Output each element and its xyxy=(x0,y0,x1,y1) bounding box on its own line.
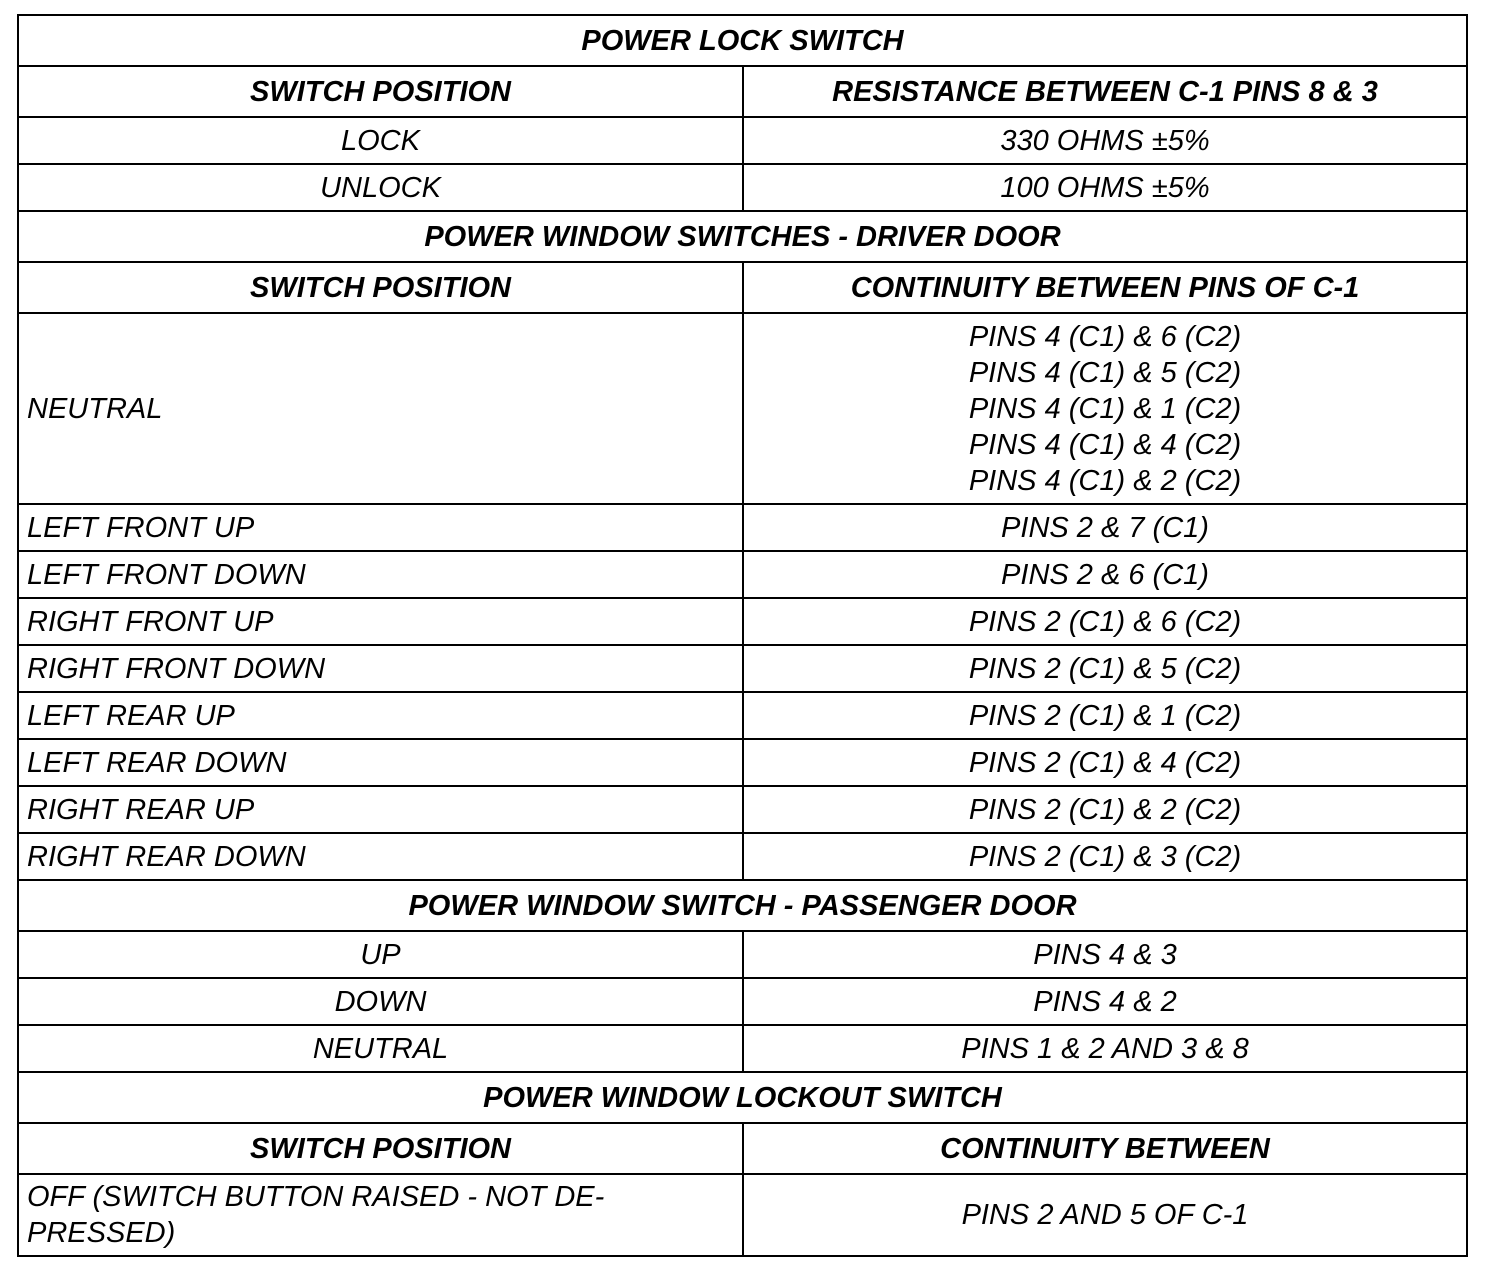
table-row xyxy=(18,978,1467,1025)
switch-position-cell: OFF (SWITCH BUTTON RAISED - NOT DE-PRESSED) xyxy=(18,1174,743,1256)
value-cell: PINS 2 (C1) & 4 (C2) xyxy=(743,739,1467,786)
section-title: POWER WINDOW SWITCHES - DRIVER DOOR xyxy=(18,211,1467,262)
value-cell: PINS 2 & 7 (C1) xyxy=(743,504,1467,551)
switch-position-cell: LOCK xyxy=(18,117,743,164)
column-header: CONTINUITY BETWEEN PINS OF C-1 xyxy=(743,262,1467,313)
column-header: SWITCH POSITION xyxy=(18,66,743,117)
switch-position-cell: LEFT FRONT UP xyxy=(18,504,743,551)
table-row xyxy=(18,739,1467,786)
section-title-row xyxy=(18,1072,1467,1123)
table-row xyxy=(18,692,1467,739)
table-row xyxy=(18,931,1467,978)
value-cell: PINS 1 & 2 AND 3 & 8 xyxy=(743,1025,1467,1072)
switch-position-cell: RIGHT FRONT UP xyxy=(18,598,743,645)
pin-pair: PINS 4 (C1) & 4 (C2) xyxy=(968,428,1242,461)
switch-position-cell: NEUTRAL xyxy=(18,1025,743,1072)
switch-position-cell: UNLOCK xyxy=(18,164,743,211)
switch-position-cell: NEUTRAL xyxy=(18,313,743,504)
value-cell: PINS 2 (C1) & 2 (C2) xyxy=(743,786,1467,833)
value-cell: PINS 2 (C1) & 3 (C2) xyxy=(743,833,1467,880)
switch-test-table xyxy=(17,14,1468,1257)
switch-position-cell: LEFT REAR UP xyxy=(18,692,743,739)
header-row xyxy=(18,262,1467,313)
value-cell: 330 OHMS ±5% xyxy=(743,117,1467,164)
switch-position-cell: LEFT FRONT DOWN xyxy=(18,551,743,598)
pin-pair: PINS 4 (C1) & 2 (C2) xyxy=(968,464,1242,497)
value-cell xyxy=(743,313,1467,504)
value-cell: PINS 2 & 6 (C1) xyxy=(743,551,1467,598)
table-row xyxy=(18,598,1467,645)
pin-pair: PINS 4 (C1) & 6 (C2) xyxy=(968,320,1242,353)
table-row xyxy=(18,504,1467,551)
header-row xyxy=(18,66,1467,117)
switch-position-cell: RIGHT REAR UP xyxy=(18,786,743,833)
value-cell: PINS 2 (C1) & 6 (C2) xyxy=(743,598,1467,645)
table-row xyxy=(18,313,1467,504)
switch-position-cell: UP xyxy=(18,931,743,978)
section-title: POWER LOCK SWITCH xyxy=(18,15,1467,66)
table-row xyxy=(18,164,1467,211)
value-cell: 100 OHMS ±5% xyxy=(743,164,1467,211)
table-row xyxy=(18,117,1467,164)
section-title-row xyxy=(18,880,1467,931)
table-row xyxy=(18,786,1467,833)
value-cell: PINS 4 & 3 xyxy=(743,931,1467,978)
switch-position-cell: RIGHT FRONT DOWN xyxy=(18,645,743,692)
switch-position-cell: LEFT REAR DOWN xyxy=(18,739,743,786)
value-cell: PINS 2 AND 5 OF C-1 xyxy=(743,1174,1467,1256)
switch-position-cell: DOWN xyxy=(18,978,743,1025)
table-row xyxy=(18,645,1467,692)
section-title: POWER WINDOW LOCKOUT SWITCH xyxy=(18,1072,1467,1123)
table-row xyxy=(18,833,1467,880)
column-header: SWITCH POSITION xyxy=(18,262,743,313)
section-title-row xyxy=(18,211,1467,262)
column-header: CONTINUITY BETWEEN xyxy=(743,1123,1467,1174)
table-row xyxy=(18,1174,1467,1256)
header-row xyxy=(18,1123,1467,1174)
pin-pair: PINS 4 (C1) & 5 (C2) xyxy=(968,356,1242,389)
table-row xyxy=(18,551,1467,598)
section-title: POWER WINDOW SWITCH - PASSENGER DOOR xyxy=(18,880,1467,931)
column-header: SWITCH POSITION xyxy=(18,1123,743,1174)
section-title-row xyxy=(18,15,1467,66)
pin-pair: PINS 4 (C1) & 1 (C2) xyxy=(968,392,1242,425)
table-row xyxy=(18,1025,1467,1072)
value-cell: PINS 4 & 2 xyxy=(743,978,1467,1025)
switch-position-cell: RIGHT REAR DOWN xyxy=(18,833,743,880)
column-header: RESISTANCE BETWEEN C-1 PINS 8 & 3 xyxy=(743,66,1467,117)
value-cell: PINS 2 (C1) & 5 (C2) xyxy=(743,645,1467,692)
value-cell: PINS 2 (C1) & 1 (C2) xyxy=(743,692,1467,739)
